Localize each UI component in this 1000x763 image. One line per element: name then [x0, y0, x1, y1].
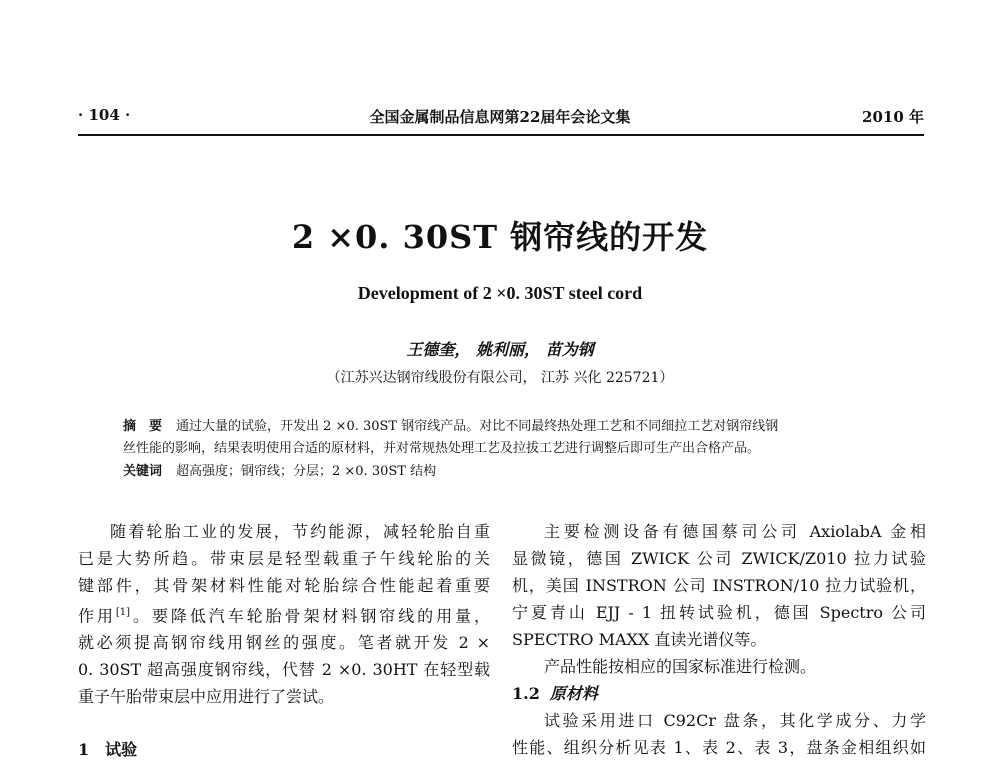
abstract-label: 摘 要 [123, 419, 163, 434]
keywords-label: 关键词 [123, 464, 163, 479]
right-column [512, 518, 926, 761]
body-text: 。要降低汽车轮胎骨架材料钢帘线的用量， [130, 606, 490, 626]
body-line: SPECTRO MAXX 直读光谱仪等。 [512, 630, 767, 649]
subsection-title: 原材料 [549, 684, 598, 703]
body-line: 显微镜，德国 ZWICK 公司 ZWICK/Z010 拉力试验 [512, 549, 926, 568]
body-line: 随着轮胎工业的发展，节约能源，减轻轮胎自重 [110, 522, 490, 541]
body-text: 作用 [78, 606, 116, 626]
subsection-heading [512, 680, 926, 707]
body-line: 就必须提高钢帘线用钢丝的强度。笔者就开发 2 × [78, 633, 490, 653]
authors: 王德奎， 姚利丽， 苗为钢 [406, 340, 594, 359]
header-rule [78, 134, 924, 136]
paper-subtitle-english: Development of 2 ×0. 30ST steel cord [357, 283, 643, 303]
page-number: · 104 · [78, 106, 131, 124]
running-header-year: 2010 年 [862, 108, 924, 126]
body-line: 键部件，其骨架材料性能对轮胎综合性能起着重要 [78, 576, 490, 595]
citation-ref: [1] [115, 607, 131, 618]
keywords [123, 461, 903, 482]
body-line: 产品性能按相应的国家标准进行检测。 [544, 657, 817, 676]
left-column [78, 518, 490, 763]
paper-title: 2 ×0. 30ST 钢帘线的开发 [291, 218, 709, 256]
running-header-journal: 全国金属制品信息网第22届年会论文集 [369, 108, 631, 126]
abstract-text-2: 丝性能的影响，结果表明使用合适的原材料，并对常规热处理工艺及拉拔工艺进行调整后即可生产出合格产品。 [123, 441, 761, 456]
body-line: 0. 30ST 超高强度钢帘线，代替 2 ×0. 30HT 在轻型载 [78, 660, 490, 680]
body-line: 宁夏青山 EJJ - 1 扭转试验机，德国 Spectro 公司 [512, 603, 926, 622]
body-line: 机，美国 INSTRON 公司 INSTRON/10 拉力试验机， [512, 576, 926, 595]
subsection-number: 1.2 [512, 684, 540, 703]
body-line: 主要检测设备有德国蔡司公司 AxiolabA 金相 [544, 522, 926, 541]
body-line: 已是大势所趋。带束层是轻型载重子午线轮胎的关 [78, 549, 490, 568]
body-line-with-citation [78, 599, 490, 629]
abstract-line-2 [123, 438, 903, 459]
keywords-text: 超高强度；钢帘线；分层；2 ×0. 30ST 结构 [176, 464, 437, 479]
body-line: 重子午胎带束层中应用进行了尝试。 [78, 687, 335, 707]
affiliation: （江苏兴达钢帘线股份有限公司， 江苏 兴化 225721） [326, 370, 674, 386]
abstract-line-1 [123, 416, 903, 437]
body-line: 试验采用进口 C92Cr 盘条，其化学成分、力学 [544, 711, 926, 730]
abstract-text-1: 通过大量的试验，开发出 2 ×0. 30ST 钢帘线产品。对比不同最终热处理工艺和不同细拉工艺对钢帘线钢 [176, 419, 779, 434]
section-heading [78, 736, 490, 763]
section-title: 试验 [105, 740, 138, 760]
body-line: 性能、组织分析见表 1、表 2、表 3，盘条金相组织如 [512, 738, 926, 757]
section-number: 1 [78, 740, 90, 760]
